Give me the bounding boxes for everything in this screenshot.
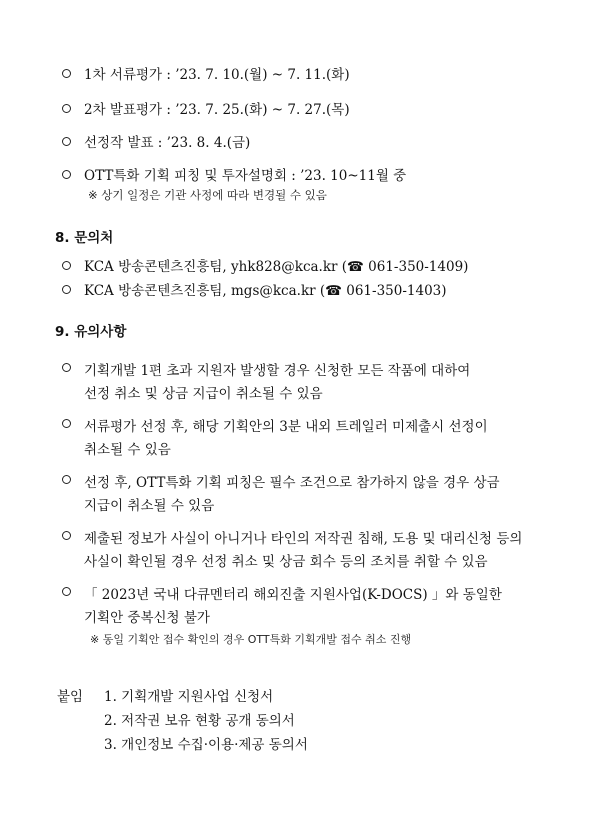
notices-heading: 9. 유의사항 bbox=[55, 324, 127, 340]
attachment-item: 3. 개인정보 수집·이용·제공 동의서 bbox=[104, 737, 308, 753]
circle-bullet-icon bbox=[62, 285, 71, 294]
circle-bullet-icon bbox=[62, 104, 71, 113]
notice-line: 취소될 수 있음 bbox=[84, 442, 171, 458]
attachments-label: 붙임 bbox=[57, 689, 84, 705]
contact-item-text: KCA 방송콘텐츠진흥팀, yhk828@kca.kr (☎ 061-350-1409) bbox=[84, 259, 469, 275]
circle-bullet-icon bbox=[62, 475, 71, 484]
attachment-item: 2. 저작권 보유 현황 공개 동의서 bbox=[104, 713, 295, 729]
schedule-item-text: OTT특화 기획 피칭 및 투자설명회 : ’23. 10~11월 중 bbox=[84, 168, 407, 184]
notice-line: 기획안 중복신청 불가 bbox=[84, 610, 210, 626]
notice-line: 「 2023년 국내 다큐멘터리 해외진출 지원사업(K-DOCS) 」와 동일한 bbox=[84, 587, 502, 603]
circle-bullet-icon bbox=[62, 531, 71, 540]
notice-line: 제출된 정보가 사실이 아니거나 타인의 저작권 침해, 도용 및 대리신청 등의 bbox=[84, 531, 523, 547]
circle-bullet-icon bbox=[62, 419, 71, 428]
contact-item-text: KCA 방송콘텐츠진흥팀, mgs@kca.kr (☎ 061-350-1403) bbox=[84, 283, 447, 299]
notices-note: ※ 동일 기획안 접수 확인의 경우 OTT특화 기획개발 접수 취소 진행 bbox=[90, 633, 412, 646]
notice-line: 선정 취소 및 상금 지급이 취소될 수 있음 bbox=[84, 386, 323, 402]
circle-bullet-icon bbox=[62, 261, 71, 270]
circle-bullet-icon bbox=[62, 363, 71, 372]
notice-line: 선정 후, OTT특화 기획 피칭은 필수 조건으로 참가하지 않을 경우 상금 bbox=[84, 475, 500, 491]
schedule-item-text: 1차 서류평가 : ’23. 7. 10.(월) ~ 7. 11.(화) bbox=[84, 67, 350, 83]
schedule-item-text: 선정작 발표 : ’23. 8. 4.(금) bbox=[84, 135, 251, 151]
schedule-note: ※ 상기 일정은 기관 사정에 따라 변경될 수 있음 bbox=[88, 188, 327, 202]
attachment-item: 1. 기획개발 지원사업 신청서 bbox=[104, 689, 274, 705]
contact-heading: 8. 문의처 bbox=[55, 230, 114, 246]
circle-bullet-icon bbox=[62, 137, 71, 146]
notice-line: 지급이 취소될 수 있음 bbox=[84, 498, 215, 514]
circle-bullet-icon bbox=[62, 587, 71, 596]
schedule-item-text: 2차 발표평가 : ’23. 7. 25.(화) ~ 7. 27.(목) bbox=[84, 102, 350, 118]
notice-line: 사실이 확인될 경우 선정 취소 및 상금 회수 등의 조치를 취할 수 있음 bbox=[84, 554, 488, 570]
notice-line: 서류평가 선정 후, 해당 기획안의 3분 내외 트레일러 미제출시 선정이 bbox=[84, 419, 488, 435]
circle-bullet-icon bbox=[62, 69, 71, 78]
circle-bullet-icon bbox=[62, 170, 71, 179]
notice-line: 기획개발 1편 초과 지원자 발생할 경우 신청한 모든 작품에 대하여 bbox=[84, 363, 471, 379]
